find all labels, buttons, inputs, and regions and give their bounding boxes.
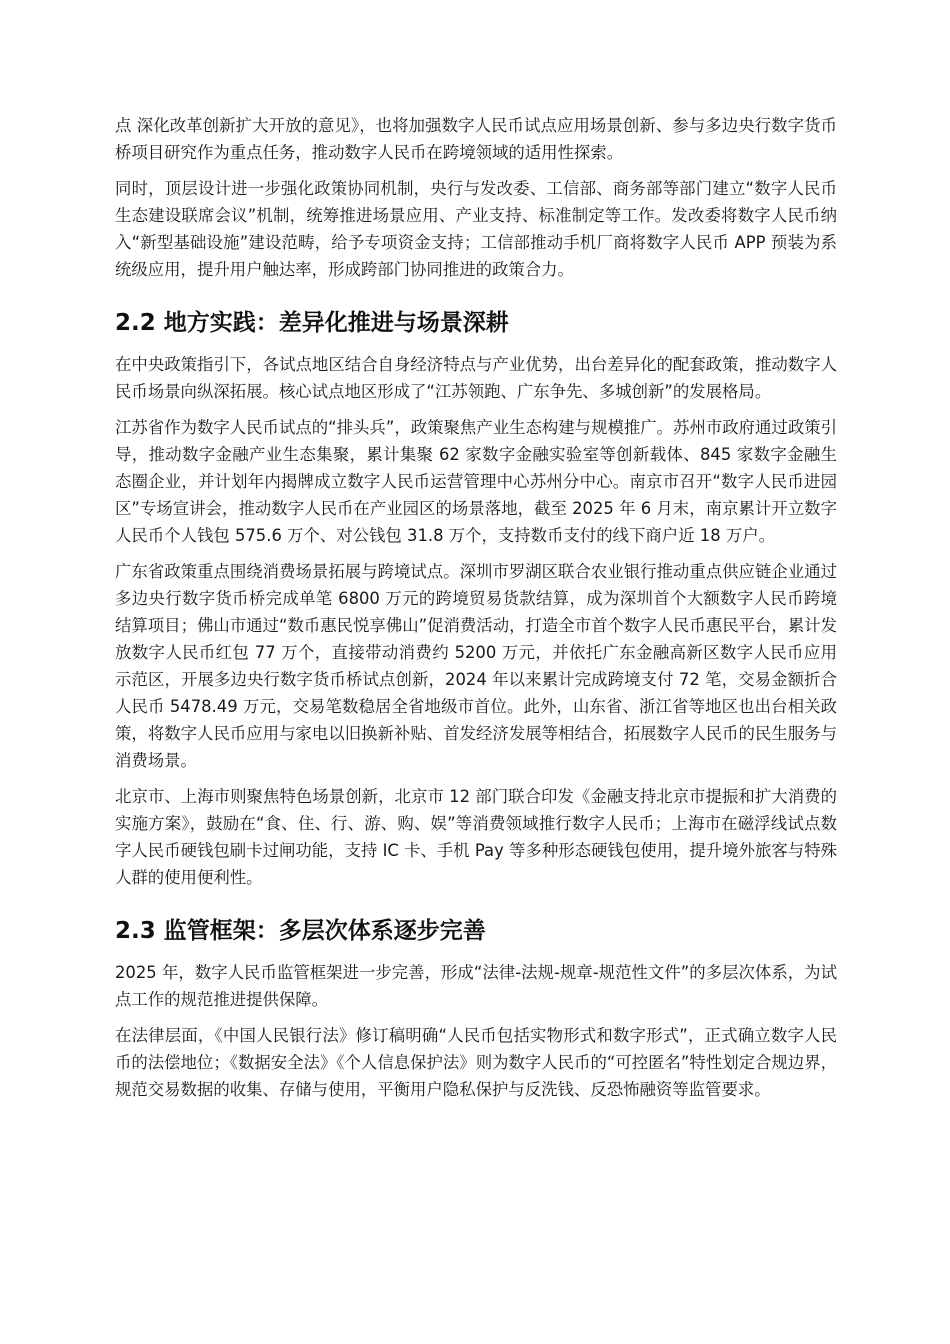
section-2-2-heading: 2.2 地方实践：差异化推进与场景深耕 xyxy=(115,310,509,336)
paragraph-top-2: 同时，顶层设计进一步强化政策协同机制，央行与发改委、工信部、商务部等部门建立“数字人民币生态建设联席会议”机制，统筹推进场景应用、产业支持、标准制定等工作。发改委将数字人民币纳入“新型基础设施”建设范畴，给予专项资金支持；工信部推动手机厂商将数字人民币 APP 预装为系统级应用，提升用户触达率，形成跨部门协同推进的政策合力。 xyxy=(115,179,837,279)
paragraph-2-3-1: 2025 年，数字人民币监管框架进一步完善，形成“法律-法规-规章-规范性文件”的多层次体系，为试点工作的规范推进提供保障。 xyxy=(115,963,837,1009)
paragraph-2-2-1: 在中央政策指引下，各试点地区结合自身经济特点与产业优势，出台差异化的配套政策，推动数字人民币场景向纵深拓展。核心试点地区形成了“江苏领跑、广东争先、多城创新”的发展格局。 xyxy=(115,355,837,401)
document-page xyxy=(115,112,837,1112)
section-2-3-heading: 2.3 监管框架：多层次体系逐步完善 xyxy=(115,918,486,944)
paragraph-2-2-guangdong: 广东省政策重点围绕消费场景拓展与跨境试点。深圳市罗湖区联合农业银行推动重点供应链企业通过多边央行数字货币桥完成单笔 6800 万元的跨境贸易货款结算，成为深圳首个大额数字人民币跨境结算项目；佛山市通过“数币惠民悦享佛山”促消费活动，打造全市首个数字人民币惠民平台，累计发放数字人民币红包 77 万个，直接带动消费约 5200 万元，并依托广东金融高新区数字人民币应用示范区，开展多边央行数字货币桥试点创新，2024 年以来累计完成跨境支付 72 笔，交易金额折合人民币 5478.49 万元，交易笔数稳居全省地级市首位。此外，山东省、浙江省等地区也出台相关政策，将数字人民币应用与家电以旧换新补贴、首发经济发展等相结合，拓展数字人民币的民生服务与消费场景。 xyxy=(115,562,837,770)
paragraph-2-2-jiangsu: 江苏省作为数字人民币试点的“排头兵”，政策聚焦产业生态构建与规模推广。苏州市政府通过政策引导，推动数字金融产业生态集聚，累计集聚 62 家数字金融实验室等创新载体、845 家数字金融生态圈企业，并计划年内揭牌成立数字人民币运营管理中心苏州分中心。南京市召开“数字人民币进园区”专场宣讲会，推动数字人民币在产业园区的场景落地，截至 2025 年 6 月末，南京累计开立数字人民币个人钱包 575.6 万个、对公钱包 31.8 万个，支持数币支付的线下商户近 18 万户。 xyxy=(115,418,837,545)
paragraph-2-2-beijing-shanghai: 北京市、上海市则聚焦特色场景创新，北京市 12 部门联合印发《金融支持北京市提振和扩大消费的实施方案》，鼓励在“食、住、行、游、购、娱”等消费领域推行数字人民币；上海市在磁浮线试点数字人民币硬钱包刷卡过闸功能，支持 IC 卡、手机 Pay 等多种形态硬钱包使用，提升境外旅客与特殊人群的使用便利性。 xyxy=(115,787,837,887)
paragraph-2-3-law: 在法律层面，《中国人民银行法》修订稿明确“人民币包括实物形式和数字形式”，正式确立数字人民币的法偿地位；《数据安全法》《个人信息保护法》则为数字人民币的“可控匿名”特性划定合规边界，规范交易数据的收集、存储与使用，平衡用户隐私保护与反洗钱、反恐怖融资等监管要求。 xyxy=(115,1026,837,1099)
paragraph-top-1: 点 深化改革创新扩大开放的意见》，也将加强数字人民币试点应用场景创新、参与多边央行数字货币桥项目研究作为重点任务，推动数字人民币在跨境领域的适用性探索。 xyxy=(115,116,837,162)
